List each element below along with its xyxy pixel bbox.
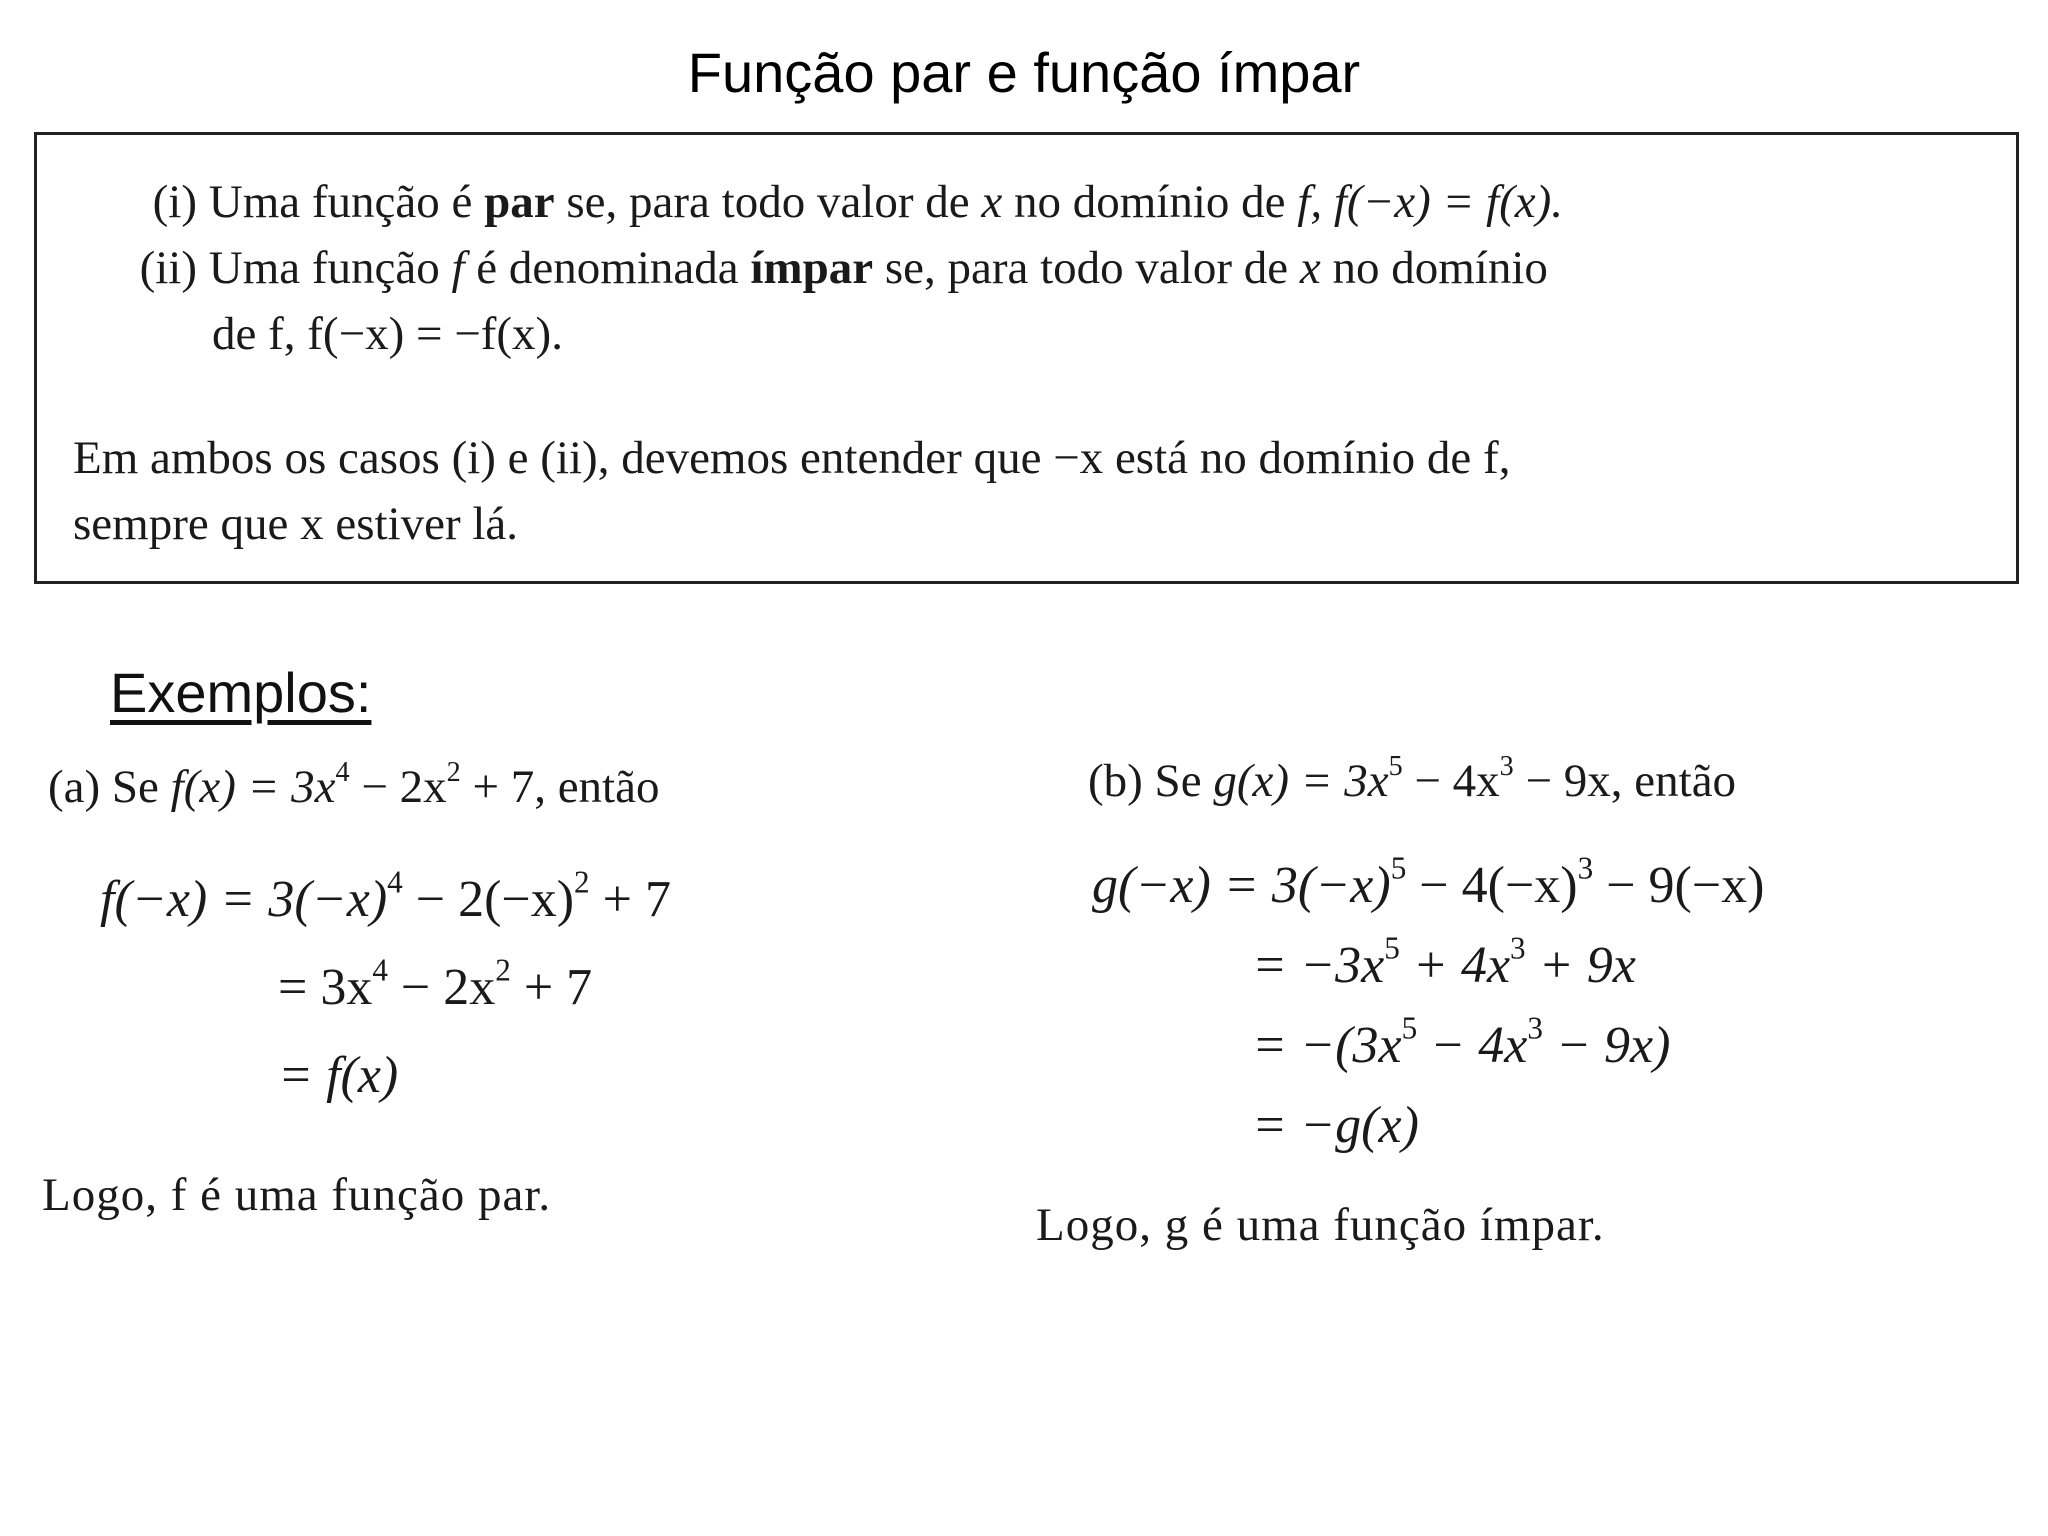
example-a-line-3: = f(x) xyxy=(278,1047,399,1104)
example-b-conclusion: Logo, g é uma função ímpar. xyxy=(1036,1199,1605,1251)
definition-even: (i) Uma função é par se, para todo valor de x no domínio de f, f(−x) = f(x). xyxy=(152,176,1563,228)
example-b-line-2: = $-3x^5 + 4x^3 + 9x$ xyxy=(1252,930,1636,994)
definition-odd-continuation: de f, f(−x) = −f(x). xyxy=(212,308,563,360)
example-a-line-1: $f(-x) = 3(-x)^4 - 2(-x)^2 + 7$ xyxy=(100,864,671,928)
definition-note-line-1: Em ambos os casos (i) e (ii), devemos entender que −x está no domínio de f, xyxy=(73,432,1511,484)
example-b-statement: (b) Se $g(x) = 3x^5 - 4x^3 - 9x$, então xyxy=(1088,750,1737,807)
page-title: Função par e função ímpar xyxy=(687,41,1361,104)
example-b-line-4: = −g(x) xyxy=(1252,1097,1419,1154)
definition-note-line-2: sempre que x estiver lá. xyxy=(73,498,519,550)
definition-odd: (ii) Uma função f é denominada ímpar se, para todo valor de x no domínio xyxy=(139,242,1548,294)
definition-box xyxy=(34,132,2019,584)
example-a-conclusion: Logo, f é uma função par. xyxy=(42,1169,552,1221)
example-b-line-3: = $-(3x^5 - 4x^3 - 9x)$ xyxy=(1252,1010,1671,1074)
example-b-line-1: $g(-x) = 3(-x)^5 - 4(-x)^3 - 9(-x)$ xyxy=(1092,850,1765,914)
examples-heading: Exemplos: xyxy=(110,661,372,724)
example-a-line-2: = $3x^4 - 2x^2 + 7$ xyxy=(278,952,593,1016)
example-a-statement: (a) Se $f(x) = 3x^4 - 2x^2 + 7$, então xyxy=(48,756,660,813)
